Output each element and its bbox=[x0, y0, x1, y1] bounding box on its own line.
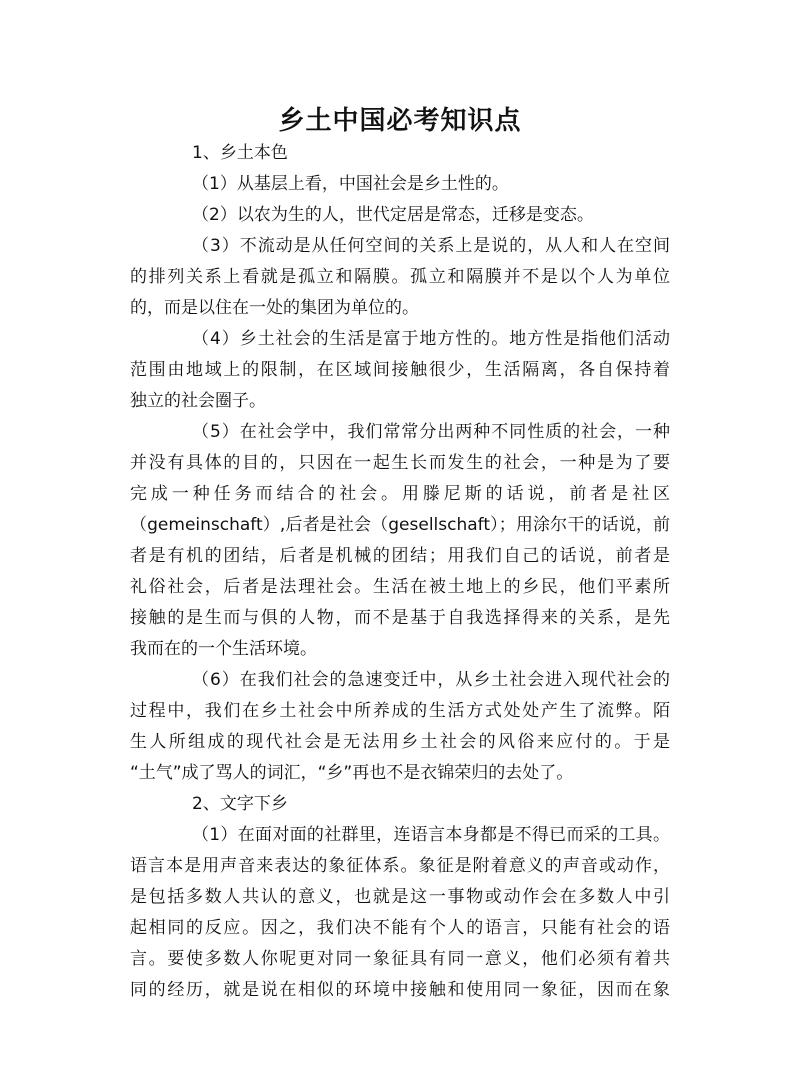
text-line: 并没有具体的目的，只因在一起生长而发生的社会，一种是为了要 bbox=[130, 453, 670, 473]
text-line: （5）在社会学中，我们常常分出两种不同性质的社会，一种 bbox=[192, 422, 670, 442]
text-line: 的，而是以住在一处的集团为单位的。 bbox=[130, 298, 419, 318]
text-line: （3）不流动是从任何空间的关系上是说的，从人和人在空间 bbox=[192, 236, 670, 256]
text-line: （6）在我们社会的急速变迁中，从乡土社会进入现代社会的 bbox=[192, 670, 670, 690]
text-line: 起相同的反应。因之，我们决不能有个人的语言，只能有社会的语 bbox=[130, 918, 670, 938]
text-line: 完成一种任务而结合的社会。用滕尼斯的话说，前者是社区 bbox=[130, 484, 670, 504]
text-line: 独立的社会圈子。 bbox=[130, 391, 266, 411]
text-line: 是包括多数人共认的意义，也就是这一事物或动作会在多数人中引 bbox=[130, 887, 670, 907]
text-line: 1、乡土本色 bbox=[192, 143, 288, 163]
text-line: 礼俗社会，后者是法理社会。生活在被土地上的乡民，他们平素所 bbox=[130, 577, 670, 597]
text-line: 语言本是用声音来表达的象征体系。象征是附着意义的声音或动作， bbox=[130, 856, 670, 876]
text-line: 的排列关系上看就是孤立和隔膜。孤立和隔膜并不是以个人为单位 bbox=[130, 267, 670, 287]
text-line: （2）以农为生的人，世代定居是常态，迁移是变态。 bbox=[192, 205, 594, 225]
text-line: （gemeinschaft）,后者是社会（gesellschaft）；用涂尔干的话说，前 bbox=[130, 515, 670, 535]
text-line: 过程中，我们在乡土社会中所养成的生活方式处处产生了流弊。陌 bbox=[130, 701, 670, 721]
text-line: 接触的是生而与俱的人物，而不是基于自我选择得来的关系，是先 bbox=[130, 608, 670, 628]
text-line: 生人所组成的现代社会是无法用乡土社会的风俗来应付的。于是 bbox=[130, 732, 670, 752]
text-line: “土气”成了骂人的词汇，“乡”再也不是衣锦荣归的去处了。 bbox=[130, 763, 574, 783]
text-line: （1）在面对面的社群里，连语言本身都是不得已而采的工具。 bbox=[192, 825, 670, 845]
text-line: 范围由地域上的限制，在区域间接触很少，生活隔离，各自保持着 bbox=[130, 360, 670, 380]
text-line: 2、文字下乡 bbox=[192, 794, 288, 814]
text-line: 言。要使多数人你呢更对同一象征具有同一意义，他们必须有着共 bbox=[130, 949, 670, 969]
text-line: （4）乡土社会的生活是富于地方性的。地方性是指他们活动 bbox=[192, 329, 670, 349]
page-title: 乡土中国必考知识点 bbox=[278, 106, 522, 136]
document-body bbox=[130, 138, 670, 1006]
text-line: 我而在的一个生活环境。 bbox=[130, 639, 317, 659]
text-line: 同的经历，就是说在相似的环境中接触和使用同一象征，因而在象 bbox=[130, 980, 670, 1000]
text-line: 者是有机的团结，后者是机械的团结；用我们自己的话说，前者是 bbox=[130, 546, 670, 566]
text-line: （1）从基层上看，中国社会是乡土性的。 bbox=[192, 174, 509, 194]
